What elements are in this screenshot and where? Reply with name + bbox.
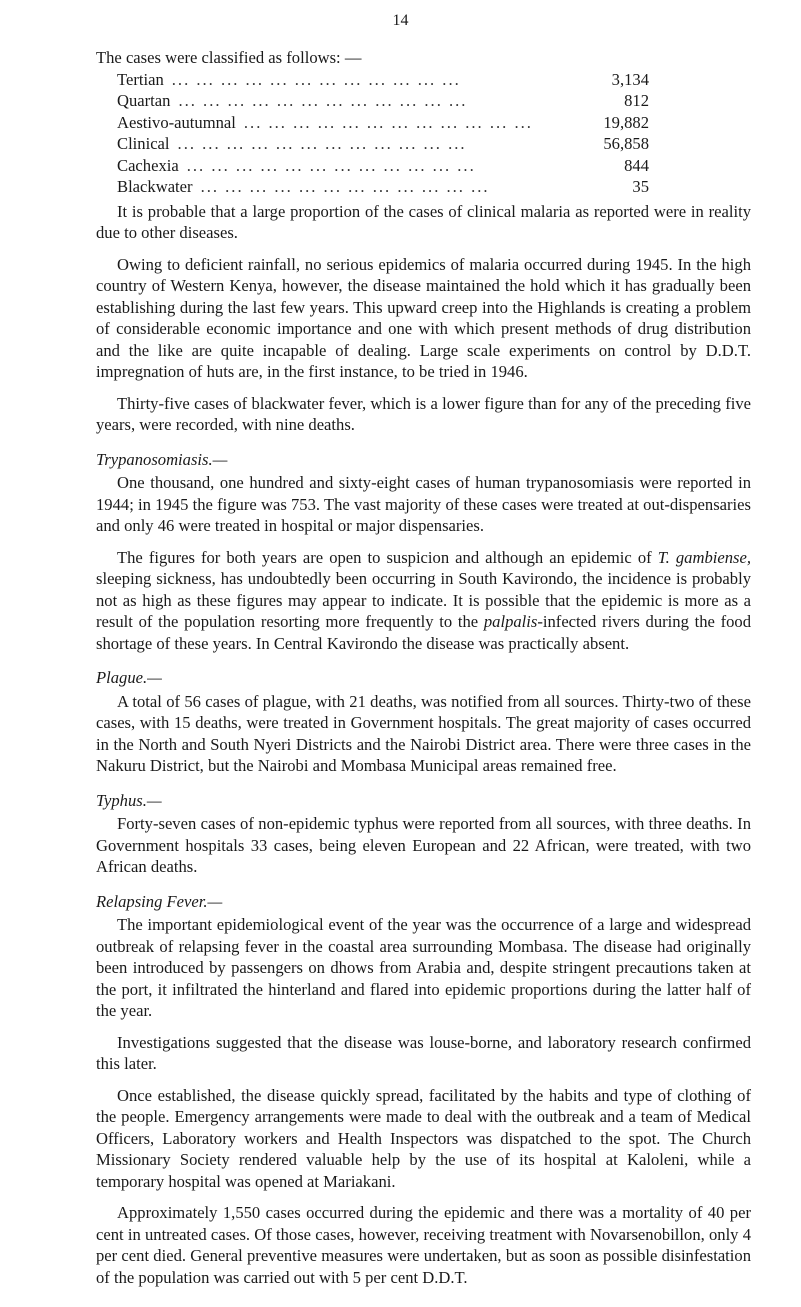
text-span: sleeping sickness, has undoubtedly been occurring in South Kavirondo, the incidence is probably not as high as these figures may appear to indicate. It is possible that the epidemic is more as a result of the population resorting more frequently to the xyxy=(96,569,751,631)
case-label: Aestivo-autumnal xyxy=(117,112,236,132)
section-heading-relapsing-fever: Relapsing Fever.— xyxy=(96,891,223,911)
paragraph: One thousand, one hundred and sixty-eight cases of human trypanosomiasis were reported in 1944; in 1945 the figure was 753. The vast majority of these cases were treated at out-dispensaries and only 46 were treated in hospital or major dispensaries. xyxy=(96,473,751,535)
text-span: -infected rivers during the food shortage of these years. In Central Kavirondo the disease was practically absent. xyxy=(96,612,751,653)
case-value: 56,858 xyxy=(603,134,649,153)
leader-dots xyxy=(244,112,587,134)
species-name: T. gambiense, xyxy=(657,547,751,567)
table-row xyxy=(117,69,649,91)
text-span: The figures for both years are open to suspicion and although an epidemic of xyxy=(117,547,658,567)
leader-dots xyxy=(187,155,587,177)
leader-dots xyxy=(178,133,587,155)
paragraph: Thirty-five cases of blackwater fever, which is a lower figure than for any of the preceding five years, were recorded, with nine deaths. xyxy=(96,393,751,434)
case-label: Clinical xyxy=(117,134,170,153)
species-name: palpalis xyxy=(483,612,538,631)
leader-dots xyxy=(201,176,587,198)
case-classification-table xyxy=(117,69,649,198)
case-value: 812 xyxy=(624,91,649,110)
page-content xyxy=(96,47,751,1298)
leader-dots xyxy=(172,69,587,91)
table-row xyxy=(117,155,649,177)
paragraph: Owing to deficient rainfall, no serious epidemics of malaria occurred during 1945. In the high country of Western Kenya, however, the disease maintained the hold which it has gradually been establishing during the last few years. This upward creep into the Highlands is creating a problem of considerable economic importance and one with which present methods of drug distribution and the like are quite incapable of dealing. Large scale experiments on control by D.D.T. impregnation of huts are, in the first instance, to be tried in 1946. xyxy=(96,254,751,381)
paragraph: Once established, the disease quickly spread, facilitated by the habits and type of clothing of the people. Emergency arrangements were made to deal with the outbreak and a team of Medical Officers, Laboratory workers and Health Inspectors was dispatched to the spot. The Church Missionary Society rendered valuable help by the use of its hospital at Kaloleni, while a temporary hospital was opened at Mariakani. xyxy=(96,1085,751,1191)
paragraph xyxy=(96,547,751,655)
case-value: 19,882 xyxy=(603,112,649,132)
case-label: Blackwater xyxy=(117,177,193,196)
section-heading-typhus: Typhus.— xyxy=(96,790,162,810)
case-value: 35 xyxy=(632,177,649,196)
paragraph: Approximately 1,550 cases occurred during the epidemic and there was a mortality of 40 per cent in untreated cases. Of those cases, however, receiving treatment with Novarsenobillon, only 4 per cent died. General preventive measures were undertaken, but as soon as possible disinfestation of the population was carried out with 5 per cent D.D.T. xyxy=(96,1203,751,1287)
classification-intro: The cases were classified as follows: — xyxy=(96,48,362,67)
leader-dots xyxy=(178,90,587,112)
paragraph: A total of 56 cases of plague, with 21 deaths, was notified from all sources. Thirty-two of these cases, with 15 deaths, were treated in Government hospitals. The great majority of cases occurred in the North and South Nyeri Districts and the Nairobi District area. There were three cases in the Nakuru District, but the Nairobi and Mombasa Municipal areas remained free. xyxy=(96,691,751,775)
section-heading-trypanosomiasis: Trypanosomiasis.— xyxy=(96,449,228,469)
case-value: 3,134 xyxy=(611,69,649,89)
case-value: 844 xyxy=(624,155,649,175)
paragraph: The important epidemiological event of the year was the occurrence of a large and widespread outbreak of relapsing fever in the coastal area surrounding Mombasa. The disease had originally been introduced by passengers on dhows from Arabia and, despite stringent precautions taken at the port, it infiltrated the hinterland and flared into epidemic proportions during the latter half of the year. xyxy=(96,915,751,1020)
table-row xyxy=(117,133,649,155)
page-number: 14 xyxy=(392,12,409,29)
paragraph: It is probable that a large proportion of the cases of clinical malaria as reported were in reality due to other diseases. xyxy=(96,201,751,242)
case-label: Tertian xyxy=(117,69,164,89)
case-label: Cachexia xyxy=(117,155,179,175)
table-row xyxy=(117,90,649,112)
case-label: Quartan xyxy=(117,91,171,110)
table-row xyxy=(117,112,649,134)
table-row xyxy=(117,176,649,198)
section-heading-plague: Plague.— xyxy=(96,668,162,687)
paragraph: Forty-seven cases of non-epidemic typhus were reported from all sources, with three deaths. In Government hospitals 33 cases, being eleven European and 22 African, were treated, with two African deaths. xyxy=(96,814,751,876)
paragraph: Investigations suggested that the disease was louse-borne, and laboratory research confirmed this later. xyxy=(96,1032,751,1073)
